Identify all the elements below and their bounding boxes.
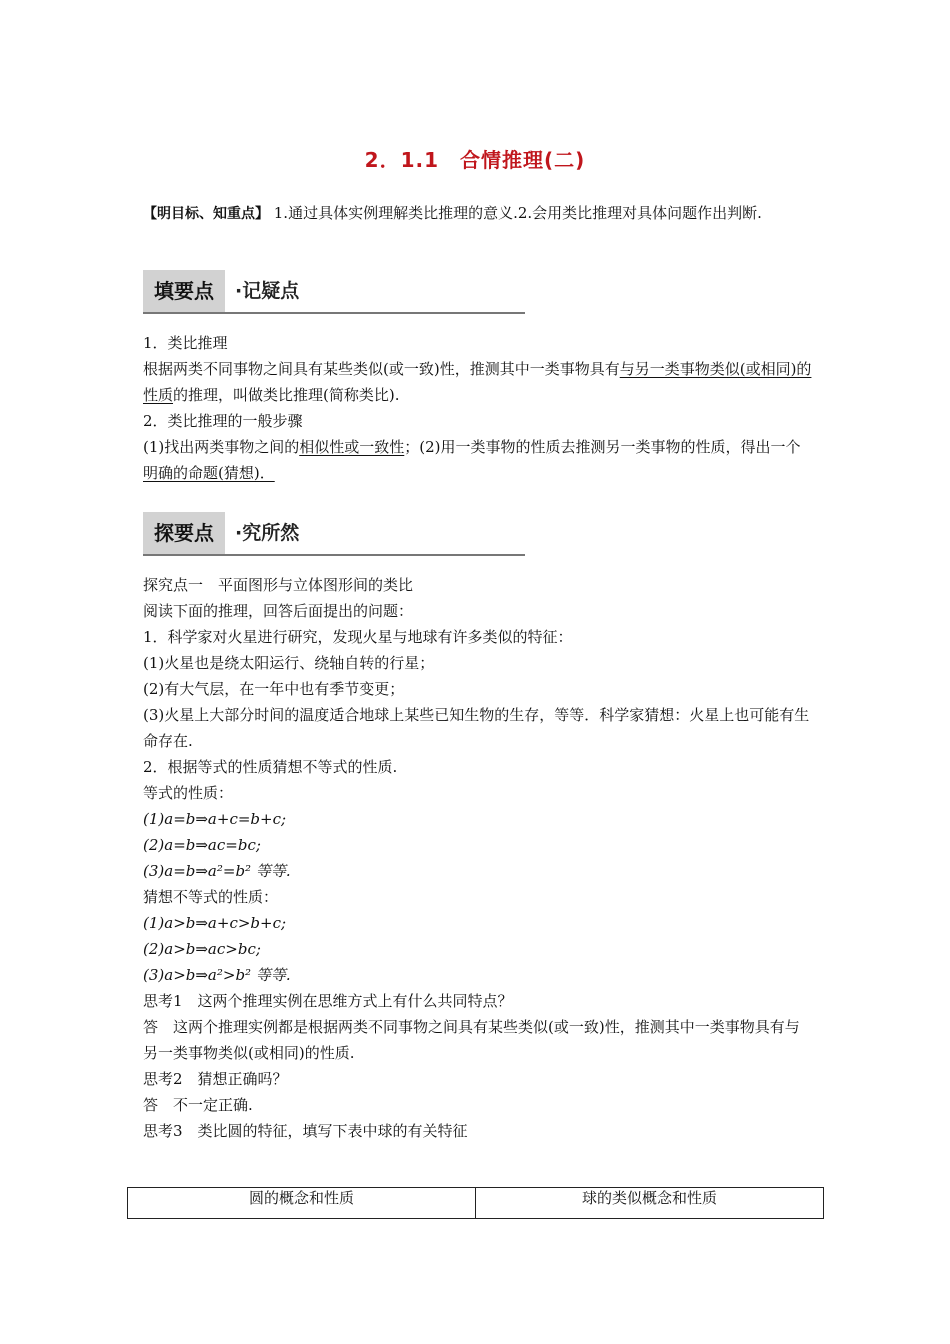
- section-sub-label: ·究所然: [235, 522, 300, 544]
- learning-objective: [143, 200, 813, 227]
- heading-analogy: 1．类比推理: [143, 334, 228, 352]
- analogy-definition: [143, 356, 813, 408]
- inequality-line: (3)a>b⇒a²>b² 等等.: [143, 966, 291, 984]
- section-box-label: 填要点: [143, 270, 225, 312]
- text-line: 探究点一 平面图形与立体图形间的类比: [143, 576, 414, 594]
- question-3: 思考3 类比圆的特征，填写下表中球的有关特征: [143, 1122, 468, 1140]
- table-header-circle: 圆的概念和性质: [248, 1189, 354, 1207]
- text-line: 1．科学家对火星进行研究，发现火星与地球有许多类似的特征：: [143, 628, 573, 646]
- page-title: 2．1.1 合情推理(二): [364, 148, 586, 172]
- section-box-label: 探要点: [143, 512, 225, 554]
- text-line: 猜想不等式的性质：: [143, 888, 279, 906]
- text-line: (2)有大气层，在一年中也有季节变更；: [143, 680, 405, 698]
- equation-line: (3)a=b⇒a²=b² 等等.: [143, 862, 291, 880]
- steps-text: [143, 434, 813, 486]
- underlined-answer: 明确的命题(猜想)．: [143, 464, 275, 482]
- answer-2: 答 不一定正确.: [143, 1096, 253, 1114]
- explore-content: [143, 572, 813, 1144]
- text-line: 等式的性质：: [143, 784, 234, 802]
- text-span: (1)找出两类事物之间的: [143, 438, 300, 456]
- question-1: 思考1 这两个推理实例在思维方式上有什么共同特点？: [143, 992, 513, 1010]
- inequality-line: (2)a>b⇒ac>bc;: [143, 940, 261, 958]
- comparison-table: [127, 1187, 824, 1219]
- text-span: 根据两类不同事物之间具有某些类似(或一致)性，推测其中一类事物具有: [143, 360, 620, 378]
- equation-line: (2)a=b⇒ac=bc;: [143, 836, 261, 854]
- underlined-answer: 相似性或一致性: [299, 438, 405, 456]
- key-points-content: [143, 330, 813, 486]
- text-line: 2．根据等式的性质猜想不等式的性质.: [143, 758, 398, 776]
- equation-line: (1)a=b⇒a+c=b+c;: [143, 810, 287, 828]
- section-banner-explore: [143, 512, 525, 556]
- question-2: 思考2 猜想正确吗？: [143, 1070, 288, 1088]
- text-line: 阅读下面的推理，回答后面提出的问题：: [143, 602, 414, 620]
- objective-text: 1.通过具体实例理解类比推理的意义.2.会用类比推理对具体问题作出判断.: [269, 204, 762, 222]
- section-banner-fill-points: [143, 270, 525, 314]
- underlined-answer: 与另一类事物类似(或相同)的性质: [143, 360, 812, 404]
- table-header-sphere: 球的类似概念和性质: [475, 1188, 823, 1218]
- section-sub-label: ·记疑点: [235, 280, 300, 302]
- answer-1: 答 这两个推理实例都是根据两类不同事物之间具有某些类似(或一致)性，推测其中一类事物具有与另一类事物类似(或相同)的性质.: [143, 1018, 800, 1062]
- text-span: 的推理，叫做类比推理(简称类比).: [173, 386, 400, 404]
- inequality-line: (1)a>b⇒a+c>b+c;: [143, 914, 287, 932]
- objective-label: 【明目标、知重点】: [143, 206, 269, 222]
- heading-steps: 2．类比推理的一般步骤: [143, 412, 303, 430]
- text-line: (1)火星也是绕太阳运行、绕轴自转的行星；: [143, 654, 435, 672]
- text-line: (3)火星上大部分时间的温度适合地球上某些已知生物的生存，等等．科学家猜想：火星上也可能有生命存在.: [143, 706, 810, 750]
- text-span: ；(2)用一类事物的性质去推测另一类事物的性质，得出一个: [404, 438, 801, 456]
